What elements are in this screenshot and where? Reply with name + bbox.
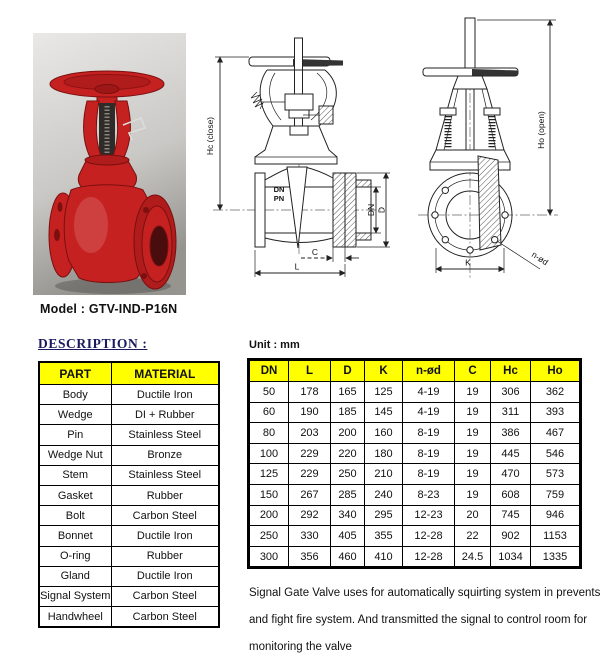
table-cell: 362	[531, 382, 581, 403]
table-cell: Stem	[39, 465, 111, 485]
materials-table	[38, 361, 220, 628]
table-row	[39, 445, 219, 465]
mating-flange-section	[345, 173, 356, 247]
unit-label: Unit : mm	[249, 339, 300, 351]
table-cell: 210	[365, 464, 403, 485]
table-row	[249, 526, 581, 547]
table-cell: Pin	[39, 425, 111, 445]
table-row	[39, 566, 219, 586]
table-cell: 546	[531, 443, 581, 464]
bolt-hole	[432, 212, 438, 218]
materials-header-part: PART	[39, 362, 111, 385]
table-row	[39, 546, 219, 566]
k-dim-label: K	[465, 257, 471, 268]
c-dim-label: C	[311, 247, 319, 257]
materials-header-material: MATERIAL	[111, 362, 219, 385]
table-row	[39, 586, 219, 606]
bolt-hole	[467, 247, 473, 253]
table-cell: 229	[289, 464, 331, 485]
table-cell: 160	[365, 423, 403, 444]
table-cell: 608	[491, 484, 531, 505]
table-cell: Bronze	[111, 445, 219, 465]
table-cell: 445	[491, 443, 531, 464]
dim-header-nod: n-ød	[403, 360, 455, 382]
table-cell: Stainless Steel	[111, 465, 219, 485]
dn-dim-label: DN	[366, 203, 376, 217]
table-cell: 460	[331, 546, 365, 568]
table-cell: Ductile Iron	[111, 526, 219, 546]
table-cell: Carbon Steel	[111, 586, 219, 606]
table-cell: 573	[531, 464, 581, 485]
signal-switch	[319, 106, 333, 124]
model-label: Model : GTV-IND-P16N	[40, 302, 178, 316]
table-cell: 4-19	[403, 402, 455, 423]
rising-stem	[465, 18, 475, 72]
dim-header-c: C	[455, 360, 491, 382]
bolt-hole	[492, 237, 498, 243]
table-cell: 24.5	[455, 546, 491, 568]
handwheel-hub	[453, 76, 487, 89]
bolt-hole	[141, 273, 147, 279]
description-heading: DESCRIPTION :	[38, 336, 148, 351]
dim-header-ho: Ho	[531, 360, 581, 382]
table-cell: 19	[455, 443, 491, 464]
table-cell: 20	[455, 505, 491, 526]
yoke-outer-left	[260, 70, 273, 126]
table-row	[249, 402, 581, 423]
table-row	[249, 546, 581, 568]
table-cell: 356	[289, 546, 331, 568]
table-cell: 470	[491, 464, 531, 485]
body-highlight	[74, 197, 108, 253]
table-cell: Gland	[39, 566, 111, 586]
table-row	[39, 425, 219, 445]
table-cell: 165	[331, 382, 365, 403]
table-cell: 12-28	[403, 546, 455, 568]
table-row	[249, 423, 581, 444]
table-cell: Bonnet	[39, 526, 111, 546]
gate-slab-section	[478, 156, 501, 250]
right-flange-section	[333, 173, 345, 247]
dim-header-dn: DN	[249, 360, 289, 382]
table-cell: 285	[331, 484, 365, 505]
table-cell: 267	[289, 484, 331, 505]
table-cell: 22	[455, 526, 491, 547]
table-cell: 902	[491, 526, 531, 547]
wedge-closed	[287, 167, 307, 248]
table-row	[39, 485, 219, 505]
dim-header-d: D	[331, 360, 365, 382]
ho-open-label: Ho (open)	[536, 111, 546, 149]
table-cell: 19	[455, 484, 491, 505]
table-cell: Carbon Steel	[111, 506, 219, 526]
table-cell: Signal System	[39, 586, 111, 606]
table-cell: 292	[289, 505, 331, 526]
table-cell: 185	[331, 402, 365, 423]
bolt-hole	[143, 207, 149, 213]
table-cell: 125	[249, 464, 289, 485]
table-cell: 8-19	[403, 443, 455, 464]
table-cell: 60	[249, 402, 289, 423]
table-cell: 300	[249, 546, 289, 568]
table-row	[249, 382, 581, 403]
table-cell: 203	[289, 423, 331, 444]
table-cell: Rubber	[111, 485, 219, 505]
table-cell: 100	[249, 443, 289, 464]
table-cell: 8-23	[403, 484, 455, 505]
bolt-hole	[58, 202, 63, 212]
materials-table-body	[39, 385, 219, 628]
dim-header-k: K	[365, 360, 403, 382]
pipe-wall-top	[356, 180, 371, 187]
bolt-hole	[54, 229, 60, 241]
table-cell: 240	[365, 484, 403, 505]
table-cell: 12-28	[403, 526, 455, 547]
bolt-hole	[502, 212, 508, 218]
table-row	[39, 465, 219, 485]
pipe-wall-bottom	[356, 233, 371, 240]
dim-header-hc: Hc	[491, 360, 531, 382]
paragraph-line: monitoring the valve	[249, 641, 352, 653]
table-cell: 386	[491, 423, 531, 444]
bolt-nut-right	[484, 108, 500, 115]
table-cell: 178	[289, 382, 331, 403]
table-row	[39, 526, 219, 546]
table-cell: Body	[39, 385, 111, 405]
l-dim-label: L	[294, 261, 300, 272]
bolt-hole	[442, 187, 448, 193]
nominal-dn-label: DN	[273, 185, 285, 194]
table-cell: 19	[455, 402, 491, 423]
table-cell: Ductile Iron	[111, 385, 219, 405]
paragraph-line: and fight fire system. And transmitted the signal to control room for	[249, 614, 588, 626]
valve-photo	[33, 33, 186, 295]
nod-label: n-ød	[529, 249, 551, 268]
table-cell: 150	[249, 484, 289, 505]
dimensions-table-body	[249, 382, 581, 568]
table-cell: Rubber	[111, 546, 219, 566]
drawing-open-view	[390, 10, 598, 300]
materials-header-row	[39, 362, 219, 385]
table-cell: 759	[531, 484, 581, 505]
table-cell: 8-19	[403, 423, 455, 444]
table-cell: 80	[249, 423, 289, 444]
dimensions-table	[247, 358, 582, 569]
gland	[290, 126, 308, 135]
table-cell: 200	[249, 505, 289, 526]
table-cell: 295	[365, 505, 403, 526]
table-row	[39, 405, 219, 425]
table-cell: Ductile Iron	[111, 566, 219, 586]
table-cell: 311	[491, 402, 531, 423]
bonnet-ring	[85, 155, 129, 165]
table-cell: O-ring	[39, 546, 111, 566]
dimensions-header-row	[249, 360, 581, 382]
paragraph-line: Signal Gate Valve uses for automatically squirting system in prevents	[249, 587, 600, 599]
table-cell: 19	[455, 423, 491, 444]
dim-header-l: L	[289, 360, 331, 382]
table-cell: 1335	[531, 546, 581, 568]
drawing-closed-section	[193, 10, 390, 300]
bolt-hole	[442, 237, 448, 243]
table-row	[249, 443, 581, 464]
table-cell: 410	[365, 546, 403, 568]
table-cell: 19	[455, 464, 491, 485]
table-row	[39, 506, 219, 526]
table-row	[249, 505, 581, 526]
table-row	[249, 464, 581, 485]
table-cell: Handwheel	[39, 607, 111, 628]
table-cell: Stainless Steel	[111, 425, 219, 445]
table-cell: 50	[249, 382, 289, 403]
table-cell: 250	[331, 464, 365, 485]
table-cell: 8-19	[403, 464, 455, 485]
table-cell: Wedge	[39, 405, 111, 425]
table-cell: 180	[365, 443, 403, 464]
table-row	[39, 385, 219, 405]
table-cell: 355	[365, 526, 403, 547]
table-cell: 145	[365, 402, 403, 423]
table-cell: Bolt	[39, 506, 111, 526]
table-cell: 330	[289, 526, 331, 547]
table-cell: 229	[289, 443, 331, 464]
table-cell: Gasket	[39, 485, 111, 505]
table-cell: 467	[531, 423, 581, 444]
table-cell: 190	[289, 402, 331, 423]
left-flange-elevation	[255, 173, 265, 247]
table-cell: 250	[249, 526, 289, 547]
table-cell: 4-19	[403, 382, 455, 403]
table-cell: 1034	[491, 546, 531, 568]
table-row	[39, 607, 219, 628]
handwheel-hub	[95, 85, 119, 94]
table-cell: 340	[331, 505, 365, 526]
table-cell: 405	[331, 526, 365, 547]
description-paragraph	[249, 580, 600, 656]
valve-photo-illustration	[33, 33, 186, 295]
table-cell: Wedge Nut	[39, 445, 111, 465]
table-cell: 125	[365, 382, 403, 403]
table-row	[249, 484, 581, 505]
table-cell: 745	[491, 505, 531, 526]
table-cell: 12-23	[403, 505, 455, 526]
table-cell: DI + Rubber	[111, 405, 219, 425]
table-cell: 220	[331, 443, 365, 464]
open-valve-drawing	[418, 18, 558, 278]
d-dim-label: D	[376, 206, 387, 214]
hc-close-label: Hc (close)	[205, 116, 215, 156]
stem-nut-collar	[289, 110, 309, 118]
stem-nut	[285, 94, 313, 110]
table-cell: 200	[331, 423, 365, 444]
table-cell: 306	[491, 382, 531, 403]
nominal-pn-label: PN	[273, 194, 285, 203]
bolt-nut-left	[440, 108, 456, 115]
bore-opening	[150, 226, 168, 266]
yoke-inner-left	[270, 73, 281, 120]
closed-valve-drawing	[205, 38, 390, 277]
table-cell: 19	[455, 382, 491, 403]
table-cell: Carbon Steel	[111, 607, 219, 628]
table-cell: 946	[531, 505, 581, 526]
table-cell: 1153	[531, 526, 581, 547]
table-cell: 393	[531, 402, 581, 423]
